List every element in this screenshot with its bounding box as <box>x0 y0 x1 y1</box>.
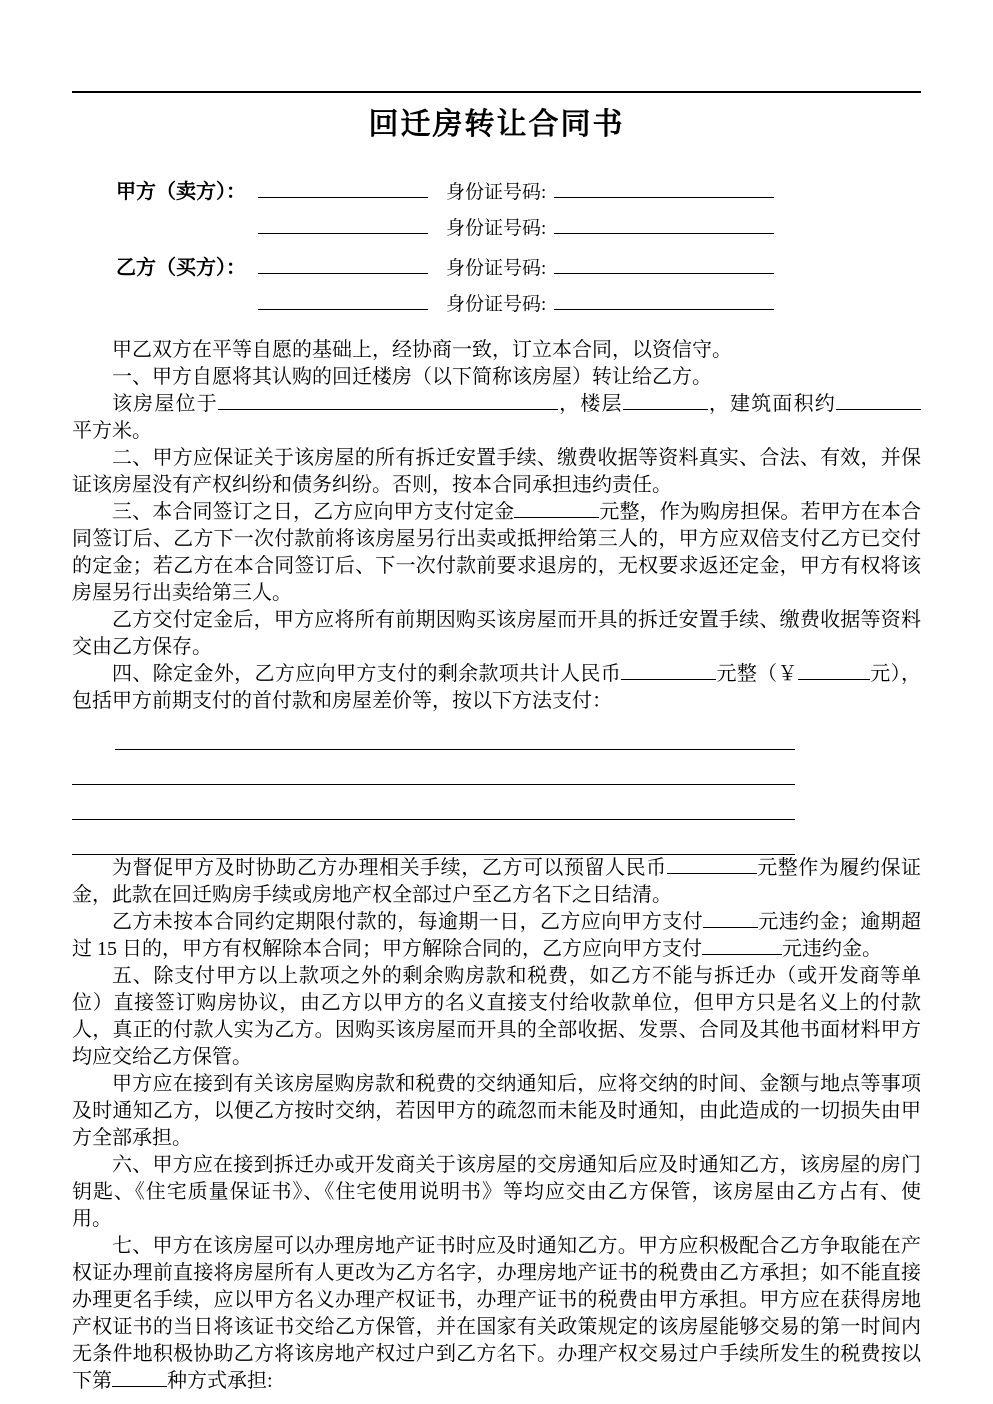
fill-in-line[interactable] <box>72 785 795 820</box>
fill-in-blank[interactable] <box>667 869 757 874</box>
performance-bond: 为督促甲方及时协助乙方办理相关手续，乙方可以预留人民币 元整作为履约保证金，此款在回迁购房手续或房地产权全部过户至乙方名下之日结清。 <box>72 857 922 906</box>
clause-4: 四、除定金外，乙方应向甲方支付的剩余款项共计人民币 元整（￥ 元），包括甲方前期支付的首付款和房屋差价等，按以下方法支付： <box>72 663 922 712</box>
id-number-blank[interactable] <box>554 305 774 310</box>
header-rule <box>72 91 921 93</box>
party-name-blank[interactable] <box>258 193 428 198</box>
party-row-1 <box>72 175 921 213</box>
fill-in-line[interactable] <box>72 750 795 785</box>
id-number-label: 身份证号码: <box>446 218 547 239</box>
clause-7: 七、甲方在该房屋可以办理房地产证书时应及时通知乙方。甲方应积极配合乙方争取能在产权证办理前直接将房屋所有人更改为乙方名字，办理房地产证书的税费由乙方承担；如不能直接办理更名手续，应以甲方名义办理产权证书，办理产证书的税费由甲方承担。甲方应在获得房地产权证书的当日将该证书交给乙方保管，并在国家有关政策规定的该房屋能够交易的第一时间内无条件地积极协助乙方将该房地产权过户到乙方名下。办理产权交易过户手续所发生的税费按以下第 种方式承担: <box>72 1235 921 1392</box>
party-name-blank[interactable] <box>258 229 428 234</box>
party-name-blank[interactable] <box>258 305 428 310</box>
id-number-label: 身份证号码: <box>446 182 547 203</box>
fill-in-blank[interactable] <box>798 675 870 680</box>
late-payment: 乙方未按本合同约定期限付款的，每逾期一日，乙方应向甲方支付 元违约金；逾期超过 15 日的，甲方有权解除本合同；甲方解除合同的，乙方应向甲方支付 元违约金。 <box>72 911 922 960</box>
clause-5: 五、除支付甲方以上款项之外的剩余购房款和税费，如乙方不能与拆迁办（或开发商等单位）直接签订购房协议，由乙方以甲方的名义直接支付给收款单位，但甲方只是名义上的付款人，真正的付款人实为乙方。因购买该房屋而开具的全部收据、发票、合同及其他书面材料甲方均应交给乙方保管。 <box>72 965 921 1068</box>
clause-6: 六、甲方应在接到拆迁办或开发商关于该房屋的交房通知后应及时通知乙方，该房屋的房门钥匙、《住宅质量保证书》、《住宅使用说明书》等均应交由乙方保管，该房屋由乙方占有、使用。 <box>72 1154 921 1230</box>
fill-in-blank[interactable] <box>703 923 758 928</box>
fill-in-blank[interactable] <box>623 405 708 410</box>
clause-3: 三、本合同签订之日，乙方应向甲方支付定金 元整，作为购房担保。若甲方在本合同签订后、乙方下一次付款前将该房屋另行出卖或抵押给第三人的，甲方应双倍支付乙方已交付的定金；若乙方在本合同签订后、下一次付款前要求退房的，无权要求返还定金，甲方有权将该房屋另行出卖给第三人。 <box>72 501 922 604</box>
contract-content <box>72 91 921 1395</box>
fill-in-blank[interactable] <box>112 1382 167 1387</box>
id-number-blank[interactable] <box>554 229 774 234</box>
payment-notice: 甲方应在接到有关该房屋购房款和税费的交纳通知后，应将交纳的时间、金额与地点等事项及时通知乙方，以便乙方按时交纳，若因甲方的疏忽而未能及时通知，由此造成的一切损失由甲方全部承担。 <box>72 1073 921 1149</box>
fill-in-line[interactable] <box>72 820 795 855</box>
fill-in-line[interactable] <box>115 715 795 750</box>
clause-1: 一、甲方自愿将其认购的回迁楼房（以下简称该房屋）转让给乙方。 <box>112 366 712 388</box>
parties-block <box>72 175 921 327</box>
party-row-4 <box>72 289 921 327</box>
fill-in-blank[interactable] <box>514 513 599 518</box>
id-number-label: 身份证号码: <box>446 258 547 279</box>
party-label: 甲方（卖方）： <box>116 181 246 203</box>
deposit-materials: 乙方交付定金后，甲方应将所有前期因购买该房屋而开具的拆迁安置手续、缴费收据等资料交由乙方保存。 <box>72 609 921 658</box>
id-number-blank[interactable] <box>554 269 774 274</box>
id-number-blank[interactable] <box>554 193 774 198</box>
party-name-blank[interactable] <box>258 269 428 274</box>
clause-2: 二、甲方应保证关于该房屋的所有拆迁安置手续、缴费收据等资料真实、合法、有效，并保证该房屋没有产权纠纷和债务纠纷。否则，按本合同承担违约责任。 <box>72 447 921 496</box>
preamble: 甲乙双方在平等自愿的基础上，经协商一致，订立本合同，以资信守。 <box>112 339 732 361</box>
party-row-3 <box>72 251 921 289</box>
fill-in-blank[interactable] <box>836 405 921 410</box>
document-title: 回迁房转让合同书 <box>368 108 625 141</box>
contract-body <box>72 337 921 1395</box>
fill-in-blank[interactable] <box>702 950 782 955</box>
fill-in-blank[interactable] <box>218 405 558 410</box>
party-label: 乙方（买方）： <box>116 257 246 279</box>
fill-in-blank[interactable] <box>621 675 716 680</box>
house-location: 该房屋位于 ，楼层 ，建筑面积约平方米。 <box>72 391 921 445</box>
id-number-label: 身份证号码: <box>446 294 547 315</box>
party-row-2 <box>72 213 921 251</box>
